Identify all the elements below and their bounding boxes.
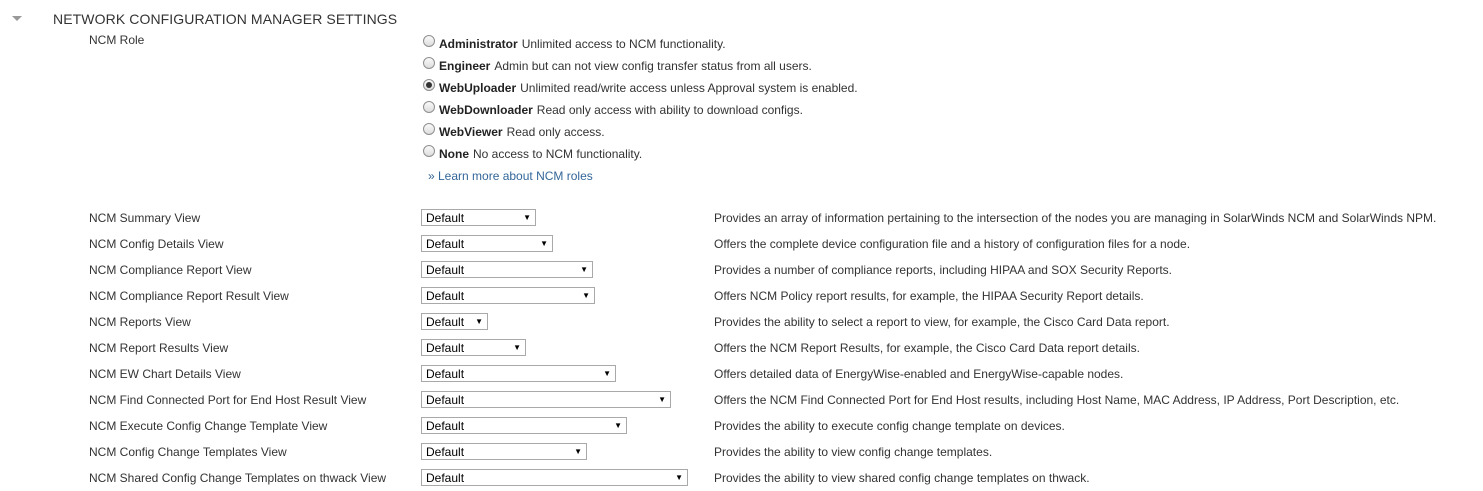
role-desc: Admin but can not view config transfer status from all users. — [494, 59, 812, 73]
role-name: WebDownloader — [439, 103, 533, 117]
execute-config-change-template-view-select[interactable] — [421, 417, 627, 434]
compliance-report-view-select[interactable] — [421, 261, 593, 278]
role-desc: Unlimited access to NCM functionality. — [521, 37, 726, 51]
dropdown-arrow-icon: ▼ — [675, 473, 683, 482]
select-value: Default — [426, 262, 465, 277]
view-label: NCM EW Chart Details View — [89, 367, 241, 381]
radio-webuploader[interactable] — [423, 79, 435, 91]
reports-view-select[interactable] — [421, 313, 488, 330]
role-name: WebViewer — [439, 125, 503, 139]
view-row-compliance-report — [0, 257, 1483, 283]
select-value: Default — [426, 236, 465, 251]
dropdown-arrow-icon: ▼ — [513, 343, 521, 352]
dropdown-arrow-icon: ▼ — [580, 265, 588, 274]
dropdown-arrow-icon: ▼ — [574, 447, 582, 456]
dropdown-arrow-icon: ▼ — [523, 213, 531, 222]
view-row-compliance-report-result — [0, 283, 1483, 309]
view-label: NCM Execute Config Change Template View — [89, 419, 328, 433]
role-option-engineer[interactable] — [423, 55, 858, 77]
dropdown-arrow-icon: ▼ — [582, 291, 590, 300]
view-description: Provides a number of compliance reports, including HIPAA and SOX Security Reports. — [714, 263, 1172, 277]
view-row-shared-config-change-templates — [0, 465, 1483, 491]
section-title: NETWORK CONFIGURATION MANAGER SETTINGS — [53, 11, 398, 27]
role-name: WebUploader — [439, 81, 517, 95]
radio-administrator[interactable] — [423, 35, 435, 47]
view-label: NCM Compliance Report Result View — [89, 289, 289, 303]
view-label: NCM Report Results View — [89, 341, 229, 355]
role-desc: Read only access with ability to download configs. — [536, 103, 803, 117]
radio-webdownloader[interactable] — [423, 101, 435, 113]
select-value: Default — [426, 314, 465, 329]
radio-webviewer[interactable] — [423, 123, 435, 135]
dropdown-arrow-icon: ▼ — [540, 239, 548, 248]
dropdown-arrow-icon: ▼ — [614, 421, 622, 430]
role-name: None — [439, 147, 469, 161]
select-value: Default — [426, 392, 465, 407]
radio-engineer[interactable] — [423, 57, 435, 69]
ncm-role-label: NCM Role — [89, 33, 145, 47]
view-label: NCM Config Details View — [89, 237, 224, 251]
view-label: NCM Config Change Templates View — [89, 445, 287, 459]
view-description: Offers the NCM Find Connected Port for End Host results, including Host Name, MAC Address, IP Address, Port Description, etc. — [714, 393, 1400, 407]
dropdown-arrow-icon: ▼ — [475, 317, 483, 326]
config-details-view-select[interactable] — [421, 235, 553, 252]
view-description: Provides the ability to view config change templates. — [714, 445, 993, 459]
select-value: Default — [426, 340, 465, 355]
config-change-templates-view-select[interactable] — [421, 443, 587, 460]
view-row-execute-config-change-template — [0, 413, 1483, 439]
dropdown-arrow-icon: ▼ — [658, 395, 666, 404]
view-row-find-connected-port — [0, 387, 1483, 413]
role-desc: No access to NCM functionality. — [473, 147, 643, 161]
compliance-report-result-view-select[interactable] — [421, 287, 595, 304]
summary-view-select[interactable] — [421, 209, 536, 226]
role-option-administrator[interactable] — [423, 33, 858, 55]
view-settings-list — [0, 205, 1483, 491]
shared-config-change-templates-view-select[interactable] — [421, 469, 688, 486]
view-row-report-results — [0, 335, 1483, 361]
view-description: Provides the ability to select a report to view, for example, the Cisco Card Data report. — [714, 315, 1170, 329]
view-description: Provides the ability to view shared config change templates on thwack. — [714, 471, 1090, 485]
radio-none[interactable] — [423, 145, 435, 157]
view-description: Provides an array of information pertaining to the intersection of the nodes you are managing in SolarWinds NCM and SolarWinds NPM. — [714, 211, 1437, 225]
ncm-role-options — [423, 33, 858, 187]
role-desc: Read only access. — [506, 125, 605, 139]
select-value: Default — [426, 444, 465, 459]
view-row-ew-chart-details — [0, 361, 1483, 387]
select-value: Default — [426, 470, 465, 485]
view-label: NCM Summary View — [89, 211, 201, 225]
view-row-config-change-templates — [0, 439, 1483, 465]
select-value: Default — [426, 418, 465, 433]
find-connected-port-view-select[interactable] — [421, 391, 671, 408]
role-name: Administrator — [439, 37, 518, 51]
learn-more-ncm-roles-link[interactable]: » Learn more about NCM roles — [428, 169, 593, 183]
role-name: Engineer — [439, 59, 491, 73]
role-option-webviewer[interactable] — [423, 121, 858, 143]
view-description: Offers the NCM Report Results, for example, the Cisco Card Data report details. — [714, 341, 1140, 355]
role-desc: Unlimited read/write access unless Approval system is enabled. — [520, 81, 858, 95]
report-results-view-select[interactable] — [421, 339, 526, 356]
view-label: NCM Shared Config Change Templates on thwack View — [89, 471, 387, 485]
ew-chart-details-view-select[interactable] — [421, 365, 616, 382]
role-option-webdownloader[interactable] — [423, 99, 858, 121]
view-row-config-details — [0, 231, 1483, 257]
view-description: Offers NCM Policy report results, for example, the HIPAA Security Report details. — [714, 289, 1144, 303]
select-value: Default — [426, 210, 465, 225]
collapse-section-icon[interactable] — [12, 16, 22, 21]
view-description: Offers detailed data of EnergyWise-enabled and EnergyWise-capable nodes. — [714, 367, 1124, 381]
view-description: Provides the ability to execute config change template on devices. — [714, 419, 1065, 433]
dropdown-arrow-icon: ▼ — [603, 369, 611, 378]
view-row-summary — [0, 205, 1483, 231]
select-value: Default — [426, 366, 465, 381]
view-label: NCM Reports View — [89, 315, 191, 329]
view-label: NCM Compliance Report View — [89, 263, 252, 277]
role-option-webuploader[interactable] — [423, 77, 858, 99]
select-value: Default — [426, 288, 465, 303]
view-label: NCM Find Connected Port for End Host Result View — [89, 393, 367, 407]
role-option-none[interactable] — [423, 143, 858, 165]
view-row-reports — [0, 309, 1483, 335]
view-description: Offers the complete device configuration file and a history of configuration files for a node. — [714, 237, 1191, 251]
